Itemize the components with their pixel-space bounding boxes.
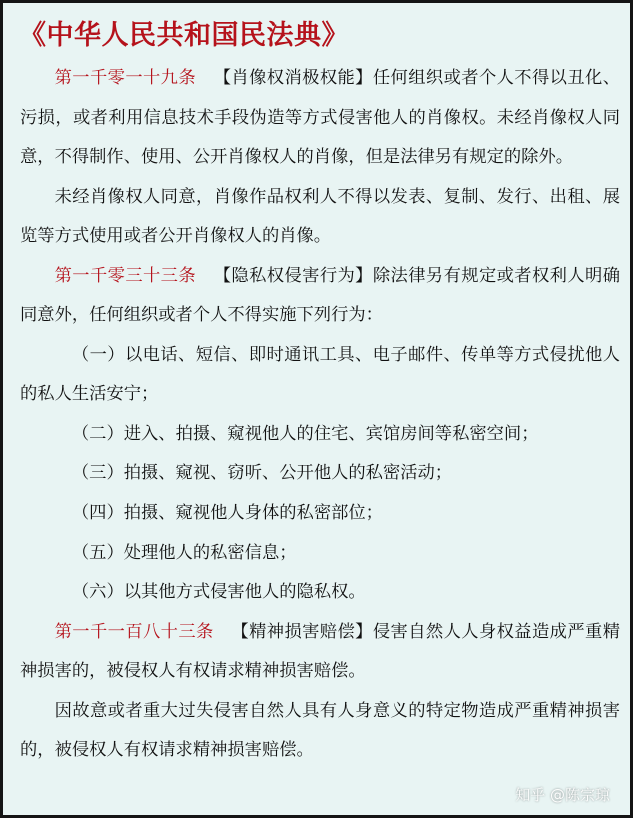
list-item: （四）拍摄、窥视他人身体的私密部位； bbox=[71, 503, 383, 524]
watermark: 知乎 @陈宗琼 bbox=[515, 786, 610, 804]
list-item: （二）进入、拍摄、窥视他人的住宅、宾馆房间等私密空间； bbox=[71, 423, 539, 444]
article-1183-paragraph-1 bbox=[20, 613, 620, 692]
article-number: 第一千一百八十三条 bbox=[54, 621, 214, 642]
article-heading: 【精神损害赔偿】 bbox=[231, 621, 373, 642]
list-item: （三）拍摄、窥视、窃听、公开他人的私密活动； bbox=[71, 463, 453, 484]
article-heading: 【肖像权消极权能】 bbox=[213, 68, 373, 88]
document-title: 《中华人民共和国民法典》 bbox=[19, 20, 349, 51]
list-item: （六）以其他方式侵害他人的隐私权。 bbox=[71, 582, 366, 603]
article-text: 侵害自然人人身权益造成严重精神损害的，被侵权人有权请求精神损害赔偿。 bbox=[20, 621, 620, 682]
article-1019-paragraph-2: 未经肖像权人同意，肖像作品权利人不得以发表、复制、发行、出租、展览等方式使用或者公开肖像权人的肖像。 bbox=[20, 186, 620, 247]
article-number: 第一千零三十三条 bbox=[54, 265, 197, 286]
article-text: 任何组织或者个人不得以丑化、污损，或者利用信息技术手段伪造等方式侵害他人的肖像权。未经肖像权人同意，不得制作、使用、公开肖像权人的肖像，但是法律另有规定的除外。 bbox=[20, 68, 620, 168]
document-body bbox=[20, 59, 620, 771]
article-1019-paragraph-1 bbox=[20, 59, 620, 178]
article-1183-paragraph-2: 因故意或者重大过失侵害自然人具有人身意义的特定物造成严重精神损害的，被侵权人有权请求精神损害赔偿。 bbox=[20, 700, 620, 761]
list-item: （五）处理他人的私密信息； bbox=[71, 542, 297, 563]
list-item: （一）以电话、短信、即时通讯工具、电子邮件、传单等方式侵扰他人的私人生活安宁； bbox=[20, 344, 620, 405]
article-heading: 【隐私权侵害行为】 bbox=[213, 265, 373, 286]
article-text: 除法律另有规定或者权利人明确同意外，任何组织或者个人不得实施下列行为： bbox=[20, 265, 620, 326]
article-1033-paragraph-1 bbox=[20, 257, 620, 336]
article-number: 第一千零一十九条 bbox=[54, 68, 197, 88]
